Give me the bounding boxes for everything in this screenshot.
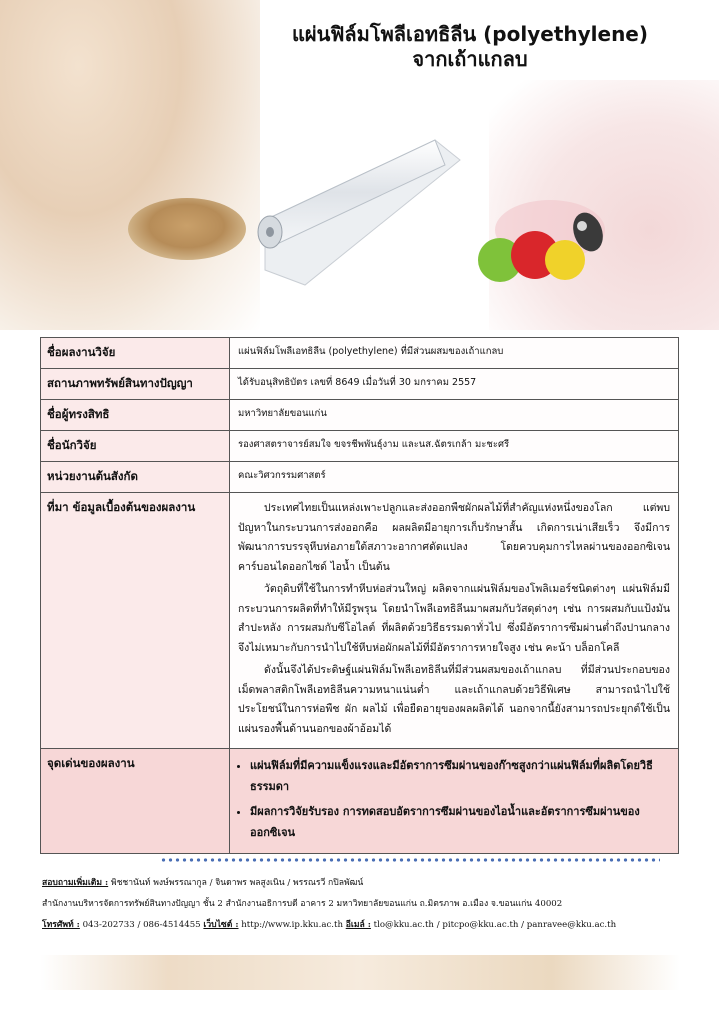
background-paragraph-3: ดังนั้นจึงได้ประดิษฐ์แผ่นฟิล์มโพลีเอทธิลีนที่มีส่วนผสมของเถ้าแกลบ ที่มีส่วนประกอบของเม็ดพลาสติกโพลีเอทธิลีนความหนาแน่นต่ำ และเถ้าแกลบด้วยวิธีพิเศษ สามารถนำไปใช้ประโยชน์ในการห่อพืช ผัก ผลไม้ เพื่อยืดอายุของผลผลิตได้ นอกจากนี้ยังสามารถประยุกต์ใช้เป็นแผ่นรองพื้นด้านนอกของผ้าอ้อมได้	[238, 664, 670, 735]
footer-decoration	[40, 955, 680, 990]
highlight-item-1: • แผ่นฟิล์มที่มีความแข็งแรงและมีอัตราการซึมผ่านของก๊าซสูงกว่าแผ่นฟิล์มที่ผลิตโดยวิธีธรรมดา	[250, 755, 670, 797]
table-row	[41, 338, 679, 369]
background-text	[230, 493, 679, 749]
web-label: เว็บไซต์ :	[203, 920, 239, 930]
background-paragraph-2: วัตถุดิบที่ใช้ในการทำหีบห่อส่วนใหญ่ ผลิตจากแผ่นฟิล์มของโพลิเมอร์ชนิดต่างๆ แผ่นฟิล์มมีกระบวนการผลิตที่ทำให้มีรูพรุน โดยนำโพลีเอทธิลีนมาผสมกับวัสดุต่างๆ เช่น การผสมกับแป้งมันสำปะหลัง การผสมกับซีโอไลต์ ที่ผลิตด้วยวิธีธรรมดาทั่วไป ซึ่งมีอัตราการซึมผ่านต่ำถึงปานกลาง จึงไม่เหมาะกับการนำไปใช้หีบห่อผักผลไม้ที่มีอัตราการหายใจสูง เช่น คะน้า บล็อกโคลี	[238, 583, 670, 654]
highlights-label: จุดเด่นของผลงาน	[41, 749, 230, 854]
page-title	[250, 22, 690, 72]
email-links[interactable]: tlo@kku.ac.th / pitcpo@kku.ac.th / panravee@kku.ac.th	[373, 920, 617, 930]
dotted-divider	[160, 857, 660, 863]
row-label: ชื่อนักวิจัย	[41, 431, 230, 462]
phone-number: 043-202733 / 086-4514455	[82, 920, 201, 930]
silk-background-left	[0, 0, 260, 330]
title-line-1: แผ่นฟิล์มโพลีเอทธิลีน (polyethylene)	[291, 22, 649, 46]
table-row	[41, 462, 679, 493]
film-roll-image	[245, 120, 470, 295]
contact-footer	[42, 873, 682, 936]
rice-husk-image	[128, 198, 246, 260]
row-value: มหาวิทยาลัยขอนแก่น	[230, 400, 679, 431]
contact-line	[42, 873, 682, 894]
table-row	[41, 369, 679, 400]
produce-image	[470, 200, 650, 300]
row-value: รองศาสตราจารย์สมใจ ขจรชีพพันธุ์งาม และนส.ฉัตรเกล้า มะชะศรี	[230, 431, 679, 462]
highlights-list-cell	[230, 749, 679, 854]
row-label: หน่วยงานต้นสังกัด	[41, 462, 230, 493]
highlight-item-2: • มีผลการวิจัยรับรอง การทดสอบอัตราการซึมผ่านของไอน้ำและอัตราการซึมผ่านของออกซิเจน	[250, 801, 670, 843]
row-label: สถานภาพทรัพย์สินทางปัญญา	[41, 369, 230, 400]
background-row	[41, 493, 679, 749]
web-link[interactable]: http://www.ip.kku.ac.th	[241, 920, 343, 930]
row-value: คณะวิศวกรรมศาสตร์	[230, 462, 679, 493]
address-line: สำนักงานบริหารจัดการทรัพย์สินทางปัญญา ชั้น 2 สำนักงานอธิการบดี อาคาร 2 มหาวิทยาลัยขอนแก่น ถ.มิตรภาพ อ.เมือง จ.ขอนแก่น 40002	[42, 899, 563, 909]
title-line-2: จากเถ้าแกลบ	[412, 47, 528, 71]
info-table	[40, 337, 679, 854]
background-label: ที่มา ข้อมูลเบื้องต้นของผลงาน	[41, 493, 230, 749]
phone-web-email-line	[42, 915, 682, 936]
row-value: แผ่นฟิล์มโพลีเอทธิลีน (polyethylene) ที่มีส่วนผสมของเถ้าแกลบ	[230, 338, 679, 369]
row-label: ชื่อผู้ทรงสิทธิ	[41, 400, 230, 431]
contact-names: พิชชานันท์ พงษ์พรรณากูล / จินดาพร พลสูงเนิน / พรรณรวี กปิลพัฒน์	[110, 878, 364, 888]
table-row	[41, 400, 679, 431]
row-value: ได้รับอนุสิทธิบัตร เลขที่ 8649 เมื่อวันที่ 30 มกราคม 2557	[230, 369, 679, 400]
highlights-list	[238, 755, 670, 843]
row-label: ชื่อผลงานวิจัย	[41, 338, 230, 369]
contact-label: สอบถามเพิ่มเติม :	[42, 878, 109, 888]
background-paragraph-1: ประเทศไทยเป็นแหล่งเพาะปลูกและส่งออกพืชผักผลไม้ที่สำคัญแห่งหนึ่งของโลก แต่พบปัญหาในกระบวนการส่งออกคือ ผลผลิตมีอายุการเก็บรักษาสั้น เกิดการเน่าเสียเร็ว จึงมีการพัฒนาการบรรจุหีบห่อภายใต้สภาวะอากาศดัดแปลง โดยควบคุมการไหลผ่านของออกซิเจน คาร์บอนไดออกไซด์ ไอน้ำ เป็นต้น	[238, 502, 670, 573]
table-row	[41, 431, 679, 462]
email-label: อีเมล์ :	[345, 920, 371, 930]
highlights-row	[41, 749, 679, 854]
phone-label: โทรศัพท์ :	[42, 920, 80, 930]
